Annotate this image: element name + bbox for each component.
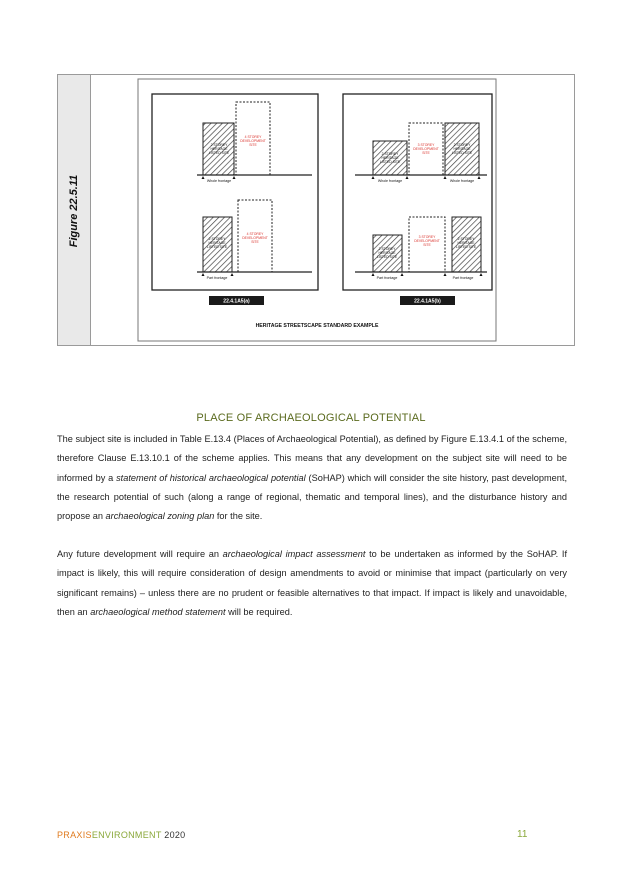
svg-text:Part frontage: Part frontage: [376, 276, 398, 280]
svg-text:2 STOREY: 2 STOREY: [378, 247, 396, 251]
svg-text:Whole frontage: Whole frontage: [377, 179, 403, 183]
svg-text:HERITAGE: HERITAGE: [381, 156, 399, 160]
brand-environment: ENVIRONMENT: [91, 830, 162, 840]
svg-text:HERITAGE: HERITAGE: [457, 241, 475, 245]
svg-text:SITE: SITE: [422, 151, 430, 155]
svg-text:HERITAGE: HERITAGE: [210, 147, 228, 151]
figure-label-column: [58, 75, 91, 345]
figure-frame: [57, 74, 575, 346]
section-heading: PLACE OF ARCHAEOLOGICAL POTENTIAL: [196, 412, 426, 424]
svg-text:LISTED SITE: LISTED SITE: [376, 255, 398, 259]
svg-text:HERITAGE: HERITAGE: [453, 147, 471, 151]
brand-praxis: PRAXIS: [57, 830, 92, 840]
streetscape-diagram: [137, 78, 497, 342]
page-number: 11: [517, 829, 528, 840]
svg-text:2 STOREY: 2 STOREY: [457, 237, 475, 241]
svg-text:SITE: SITE: [251, 240, 259, 244]
svg-text:22.4.1A5(a): 22.4.1A5(a): [223, 298, 250, 305]
svg-text:DEVELOPMENT: DEVELOPMENT: [414, 239, 440, 243]
development-label: 4 STOREY: [244, 135, 262, 139]
svg-text:LISTED SITE: LISTED SITE: [208, 151, 230, 155]
svg-text:DEVELOPMENT: DEVELOPMENT: [413, 147, 439, 151]
svg-text:DEVELOPMENT: DEVELOPMENT: [240, 139, 266, 143]
svg-text:Whole frontage: Whole frontage: [449, 179, 475, 183]
svg-text:Part frontage: Part frontage: [452, 276, 474, 280]
svg-text:4 STOREY: 4 STOREY: [246, 232, 264, 236]
svg-text:HERITAGE: HERITAGE: [208, 241, 226, 245]
footer-year: 2020: [164, 830, 186, 840]
figure-label: Figure 22.5.11: [68, 174, 80, 248]
frontage-label: Whole frontage: [206, 179, 232, 183]
svg-text:2 STOREY: 2 STOREY: [208, 237, 226, 241]
paragraph-1: The subject site is included in Table E.13.4 (Places of Archaeological Potential), as defined by Figure E.13.4.1 of the scheme, therefore Clause E.13.10.1 of the scheme applies. This means that any development on the subject site will need to be informed by a statement of historical archaeological potential (SoHAP) which will consider the site history, past development, the research potential of such (along a range of regional, thematic and temporal lines), and the disturbance history and propose an archaeological zoning plan for the site.: [57, 434, 567, 522]
svg-text:3 STOREY: 3 STOREY: [418, 235, 436, 239]
svg-text:SITE: SITE: [423, 243, 431, 247]
svg-text:LISTED SITE: LISTED SITE: [379, 160, 401, 164]
svg-text:LISTED SITE: LISTED SITE: [206, 245, 228, 249]
svg-text:2 STOREY: 2 STOREY: [453, 143, 471, 147]
svg-text:22.4.1A5(b): 22.4.1A5(b): [414, 298, 441, 305]
svg-text:Part frontage: Part frontage: [206, 276, 228, 280]
svg-text:SITE: SITE: [249, 143, 257, 147]
svg-text:HERITAGE: HERITAGE: [378, 251, 396, 255]
svg-text:3 STOREY: 3 STOREY: [417, 143, 435, 147]
svg-text:LISTED SITE: LISTED SITE: [451, 151, 473, 155]
svg-text:DEVELOPMENT: DEVELOPMENT: [242, 236, 268, 240]
footer-brand: [57, 830, 186, 840]
svg-text:2 STOREY: 2 STOREY: [381, 152, 399, 156]
svg-text:LISTED SITE: LISTED SITE: [455, 245, 477, 249]
paragraph-2: Any future development will require an archaeological impact assessment to be undertaken as informed by the SoHAP. If impact is likely, this will require consideration of design amendments to avoid or minimise that impact (particularly on very significant remains) – unless there are no prudent or feasible alternatives to that impact. If impact is likely and unavoidable, then an archaeological method statement will be required.: [57, 549, 568, 617]
figure-caption: HERITAGE STREETSCAPE STANDARD EXAMPLE: [255, 323, 379, 329]
heritage-label: 2 STOREY: [210, 143, 228, 147]
